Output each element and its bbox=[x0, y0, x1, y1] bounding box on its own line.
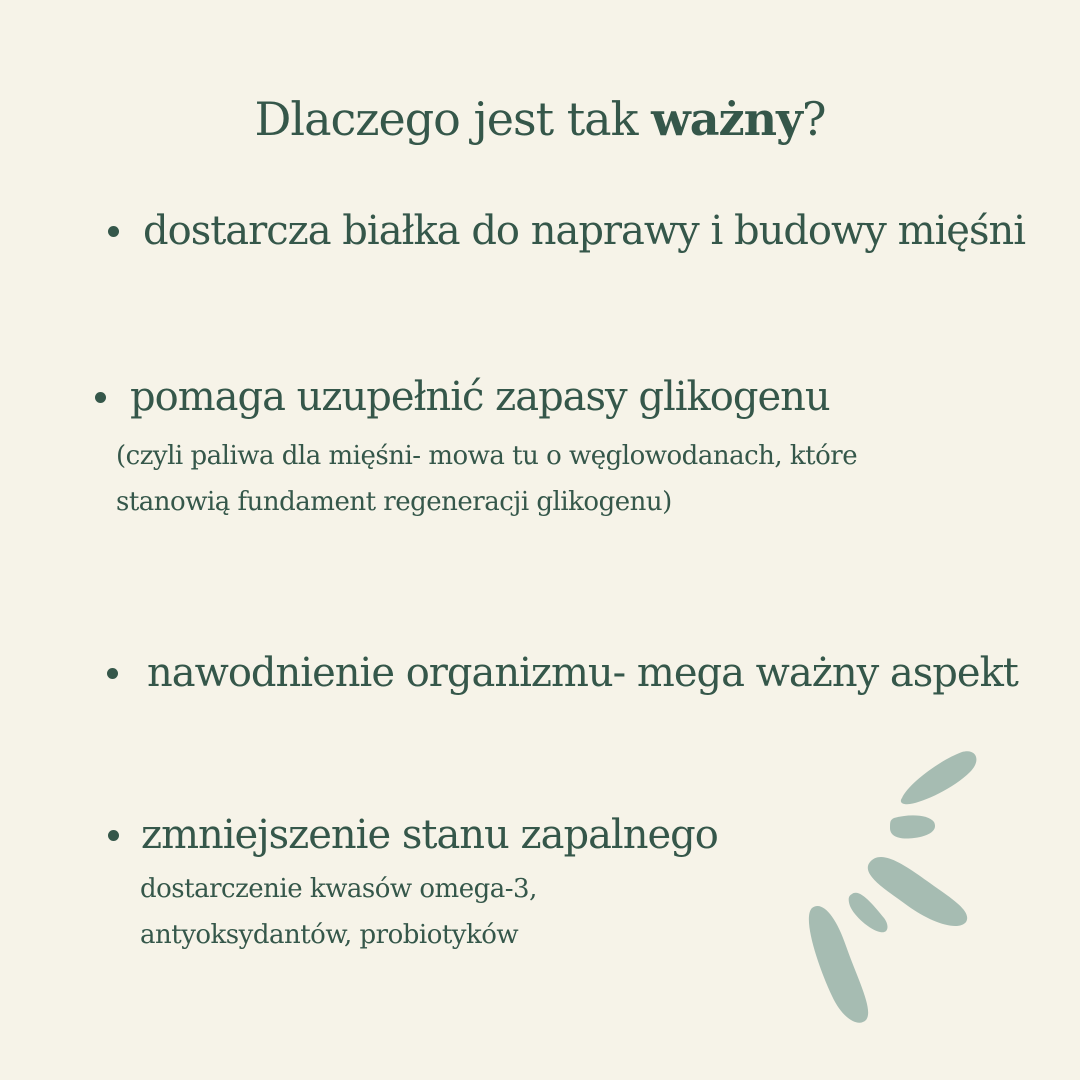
bullet-text: zmniejszenie stanu zapalnego bbox=[141, 812, 718, 858]
brush-stroke bbox=[901, 751, 977, 804]
list-item bbox=[107, 650, 1018, 696]
note-line: (czyli paliwa dla mięśni- mowa tu o węglowodanach, które bbox=[116, 441, 858, 471]
note-line: stanowią fundament regeneracji glikogenu) bbox=[116, 487, 672, 517]
list-item bbox=[95, 374, 830, 420]
title-suffix: ? bbox=[801, 92, 826, 146]
bullet-dot-icon bbox=[95, 392, 106, 403]
bullet-dot-icon bbox=[108, 830, 119, 841]
page-title bbox=[0, 92, 1080, 147]
bullet-note bbox=[140, 866, 537, 958]
bullet-dot-icon bbox=[107, 668, 118, 679]
bullet-text: dostarcza białka do naprawy i budowy mięśni bbox=[143, 208, 1026, 254]
title-emphasis: ważny bbox=[651, 92, 802, 146]
list-item bbox=[108, 208, 1025, 254]
title-prefix: Dlaczego jest tak bbox=[254, 92, 652, 146]
brush-stroke bbox=[809, 906, 868, 1023]
bullet-note bbox=[116, 433, 857, 525]
brush-splash-icon bbox=[790, 740, 990, 1030]
bullet-text: pomaga uzupełnić zapasy glikogenu bbox=[130, 374, 830, 420]
brush-stroke bbox=[849, 893, 888, 933]
list-item bbox=[108, 812, 718, 858]
bullet-text: nawodnienie organizmu- mega ważny aspekt bbox=[147, 650, 1018, 696]
note-line: antyoksydantów, probiotyków bbox=[140, 920, 519, 950]
note-line: dostarczenie kwasów omega-3, bbox=[140, 874, 537, 904]
brush-stroke bbox=[868, 857, 967, 926]
bullet-dot-icon bbox=[108, 226, 119, 237]
brush-stroke bbox=[890, 815, 935, 838]
